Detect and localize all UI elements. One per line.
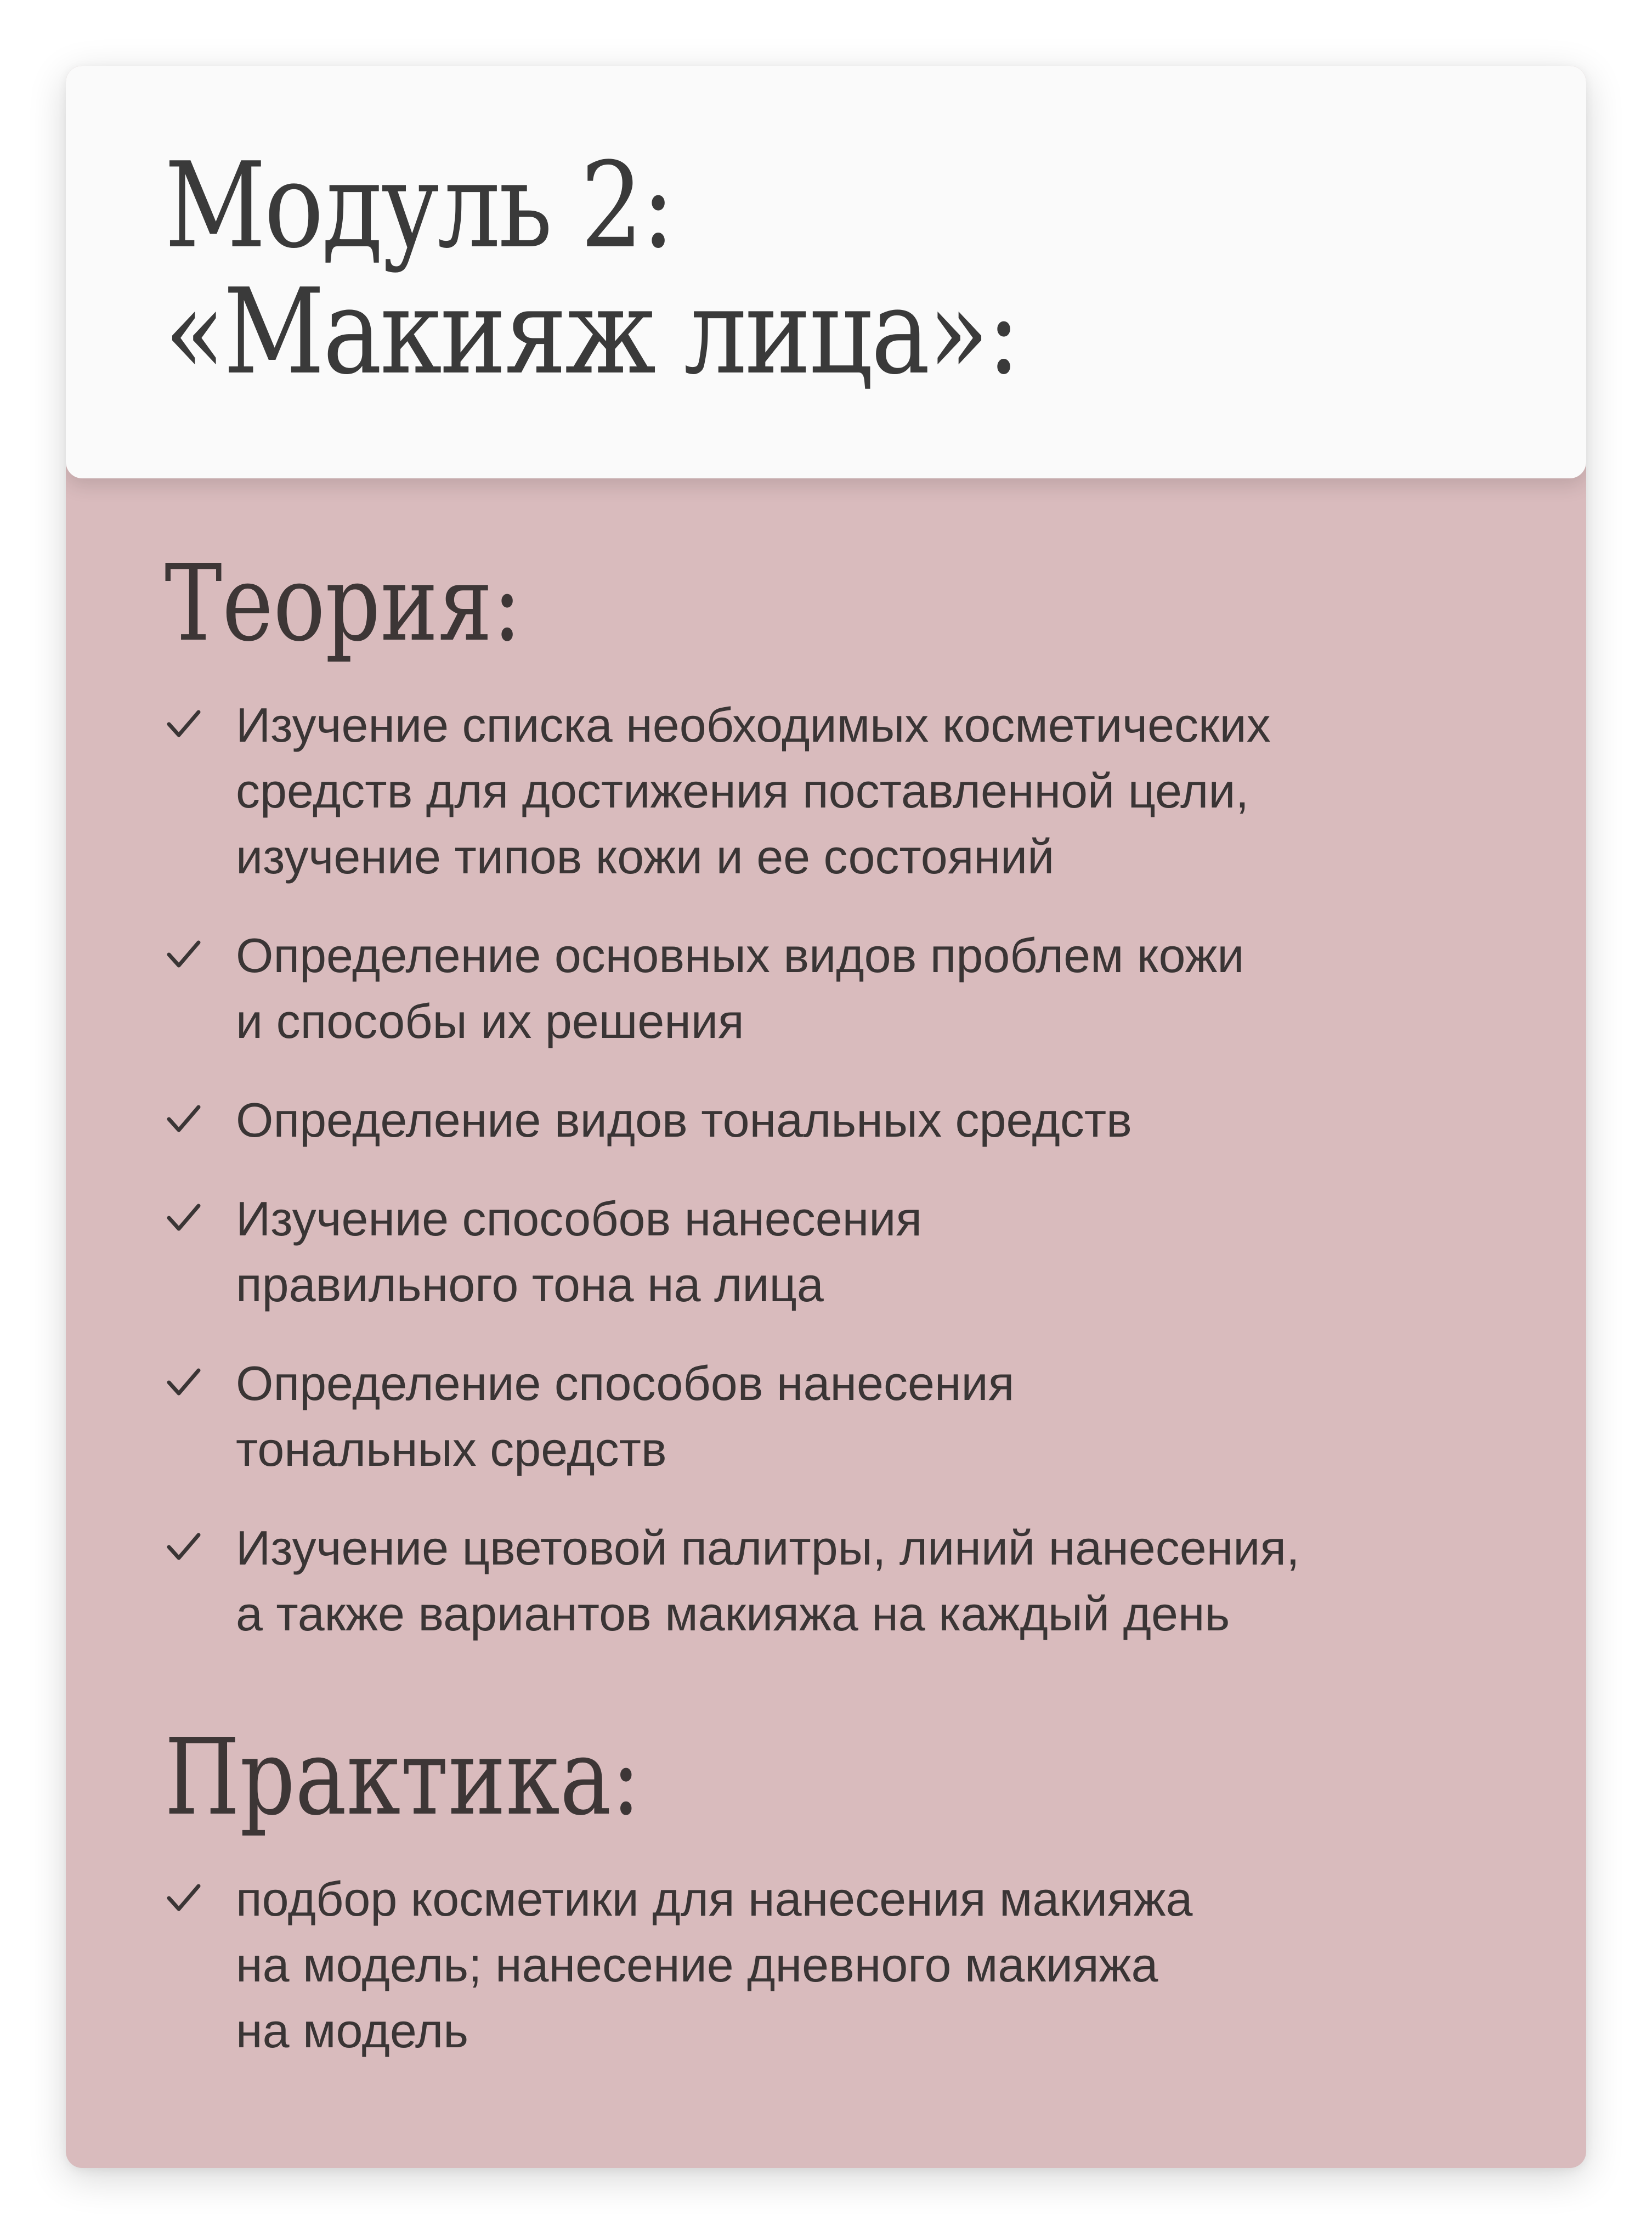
theory-item: [165, 1351, 1525, 1482]
practice-item-line: на модель; нанесение дневного макияжа: [236, 1938, 1158, 1992]
practice-list: [165, 1866, 1525, 2064]
theory-item-line: Определение способов нанесения: [236, 1356, 1015, 1410]
theory-item-text: [236, 1351, 1525, 1482]
checkmark-icon: [165, 1198, 203, 1236]
theory-item-line: и способы их решения: [236, 994, 744, 1048]
checkmark-icon: [165, 1099, 203, 1138]
theory-item-line: а также вариантов макияжа на каждый день: [236, 1586, 1230, 1641]
theory-item-text: [236, 1087, 1525, 1153]
theory-item-text: [236, 923, 1525, 1054]
theory-item: [165, 1186, 1525, 1318]
theory-item: [165, 692, 1525, 890]
checkmark-icon: [165, 704, 203, 743]
theory-item-text: [236, 692, 1525, 890]
theory-item: [165, 1087, 1525, 1153]
checkmark-icon: [165, 1878, 203, 1917]
theory-item: [165, 923, 1525, 1054]
theory-item-text: [236, 1186, 1525, 1318]
theory-item-line: Изучение способов нанесения: [236, 1192, 923, 1246]
checkmark-icon: [165, 1527, 203, 1566]
practice-item-line: подбор косметики для нанесения макияжа: [236, 1872, 1193, 1926]
theory-item-line: изучение типов кожи и ее состояний: [236, 829, 1055, 884]
theory-item-line: тональных средств: [236, 1422, 667, 1476]
practice-item-line: на модель: [236, 2003, 469, 2058]
module-title: [165, 137, 1019, 400]
checkmark-icon: [165, 1363, 203, 1401]
module-card: [66, 66, 1586, 2168]
module-title-line-2: «Макияж лица»:: [165, 263, 1019, 400]
practice-item-text: [236, 1866, 1525, 2064]
theory-item-text: [236, 1515, 1525, 1647]
theory-item-line: Изучение цветовой палитры, линий нанесения,: [236, 1521, 1300, 1575]
theory-item-line: правильного тона на лица: [236, 1257, 824, 1312]
theory-heading: Теория:: [165, 543, 522, 665]
practice-heading: Практика:: [165, 1716, 641, 1839]
module-title-line-1: Модуль 2:: [165, 137, 674, 274]
theory-item-line: Определение основных видов проблем кожи: [236, 928, 1244, 983]
checkmark-icon: [165, 935, 203, 973]
theory-item: [165, 1515, 1525, 1647]
theory-item-line: Определение видов тональных средств: [236, 1093, 1132, 1147]
practice-item: [165, 1866, 1525, 2064]
module-body: [66, 478, 1586, 2168]
theory-list: [165, 692, 1525, 1647]
theory-item-line: Изучение списка необходимых косметических: [236, 698, 1271, 752]
theory-item-line: средств для достижения поставленной цели,: [236, 764, 1249, 818]
module-header: [66, 66, 1586, 478]
